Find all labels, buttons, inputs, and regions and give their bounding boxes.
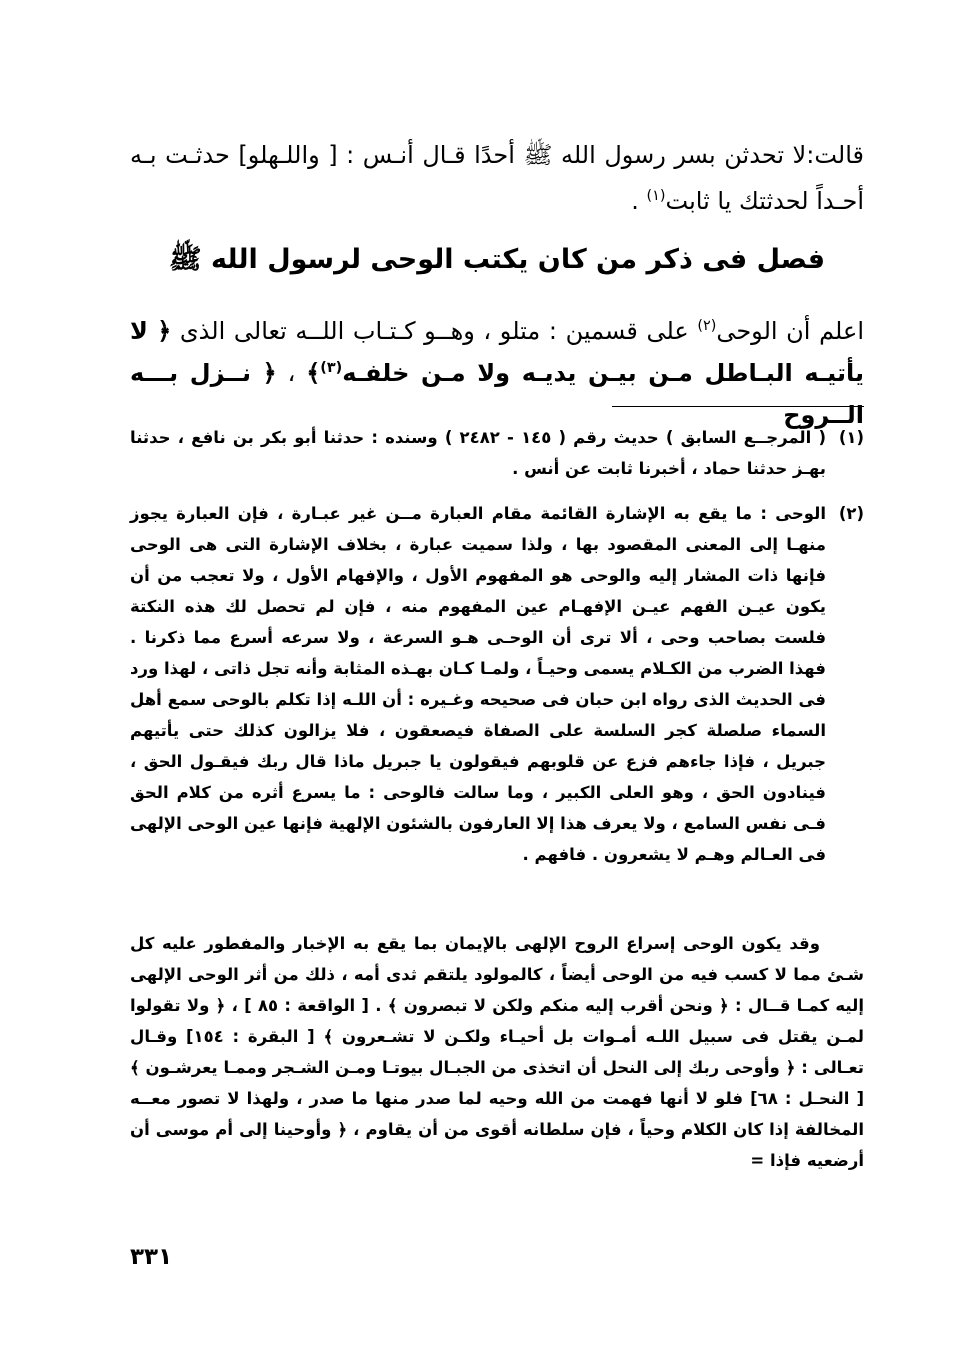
- para3-text-2: . [ الواقعة : ٨٥ ] ،: [225, 996, 388, 1015]
- main-text-3: ،: [276, 359, 307, 387]
- quran-quote-1: ﴿ لا يأتيـه البـاطل مـن بيـن يديـه ولا مـن خلفـه: [130, 317, 865, 387]
- footnote-continuation-paragraph: [130, 928, 864, 1176]
- main-text-1: اعلم أن الوحى: [716, 317, 864, 345]
- footnote-separator: [612, 406, 864, 407]
- quran-quote-3: ﴿ ونحن أقرب إليه منكم ولكن لا تبصرون ﴾: [387, 996, 729, 1015]
- footnote-ref-3: (٣): [320, 360, 343, 376]
- footnote-1-number: (١): [838, 428, 864, 447]
- footnote-2: [130, 498, 864, 870]
- section-heading: فصل فى ذكر من كان يكتب الوحى لرسول الله ﷺ: [168, 244, 825, 275]
- quran-quote-2: ﴿ نــزل بـــه الــروح: [130, 359, 864, 429]
- footnote-ref-1: (١): [646, 188, 666, 204]
- main-text-2: على قسمين : متلو ، وهــو كـتـاب اللــه تعالى الذى: [171, 317, 698, 345]
- page-number: ٣٣١: [130, 1244, 173, 1270]
- footnote-ref-2: (٢): [697, 318, 717, 334]
- footnote-2-text: الوحى : ما يقع به الإشارة القائمة مقام العبارة مــن غير عبـارة ، فإن العبارة يجوز منهـا إلى المعنى المقصود بها ، ولذا سميت عبارة ، بخلاف الإشارة التى هى الوحى فإنها ذات المشار إليه والوحى هو المفهوم الأول ، والإفهام الأول ، ولا تعجب من أن يكون عيـن الفهم عيـن الإفهـام عين المفهوم منه ، فإن لم تحصل لك هذه النكتة فلست بصاحب وحى ، ألا ترى أن الوحـى هـو السرعة ، ولا سرعه أسرع مما ذكرنا . فهذا الضرب من الكـلام يسمى وحيـاً ، ولمـا كـان بهـذه المثابة وأنه تجل ذاتى ، لهذا ورد فى الحديث الذى رواه ابن حبان فى صحيحه وغـيره : أن اللـه إذا تكلم بالوحى سمع أهل السماء صلصلة كجر السلسة على الصفاة فيصعقون ، فلا يزالون كذلك حتى يأتيهم جبريل ، فإذا جاءهم فزع عن قلوبهم فيقولون يا جبريل ماذا قال ربك فيقـول الحق ، فينادون الحق ، وهو العلى الكبير ، وما سالت فالوحى : ما يسرع أثره من كلام الحق فـى نفس السامع ، ولا يعرف هذا إلا العارفون بالشئون الإلهية فإنها عين الوحى الإلهى فى العـالم وهـم لا يشعرون . فافهم .: [130, 504, 826, 864]
- quran-quote-6: ﴿ وأوحينا إلى أم موسى أن أرضعيه فإذا =: [130, 1120, 864, 1170]
- intro-tail: .: [631, 187, 647, 215]
- footnote-1: [130, 422, 864, 484]
- quran-quote-4: ﴿ ولا تقولوا لمـن يقتل فى سبيل اللـه أمـوات بل أحيـاء ولكـن لا تشـعرون ﴾: [130, 996, 864, 1046]
- para3-text-1: وقد يكون الوحى إسراع الروح الإلهى بالإيمان بما يقع به الإخبار والمفطور عليه كل شـئ مما لا كسب فيه من الوحى أيضاً ، كالمولود يلتقم ثدى أمه ، ذلك من أثر الوحى الإلهى إليه كمـا قــال :: [130, 934, 865, 1015]
- footnote-1-text: ( المرجــع السابق ) حديث رقم ( ١٤٥ - ٢٤٨٢ ) وسنده : حدثنا أبو بكر بن نافع ، حدثنا بهـز حدثنا حماد ، أخبرنا ثابت عن أنس .: [130, 428, 827, 478]
- intro-paragraph: [130, 132, 864, 224]
- main-paragraph: [130, 310, 864, 436]
- quran-quote-1-end: ﴾: [306, 359, 321, 387]
- quran-quote-5: ﴿ وأوحى ربك إلى النحل أن اتخذى من الجبـال بيوتـا ومـن الشـجر وممـا يعرشـون ﴾: [130, 1058, 796, 1077]
- para3-text-3: [ البقرة : ١٥٤] وقـال تعـالى :: [130, 1027, 864, 1077]
- footnote-2-number: (٢): [838, 504, 864, 523]
- para3-text-4: [ النحـل : ٦٨] فلو لا أنها فهمت من الله وحيه لما صدر منها ما صدر ، ولهذا لا تصور معــه المخالفة إذا كان الكلام وحياً ، فإن سلطانه أقوى من أن يقاوم ،: [130, 1089, 864, 1139]
- intro-text: قالت:لا تحدثن بسر رسول الله ﷺ أحدًا قـال أنـس : [ واللـهلو] حدثـت بـه أحـداً لحدثتك يا ثابت: [130, 141, 864, 215]
